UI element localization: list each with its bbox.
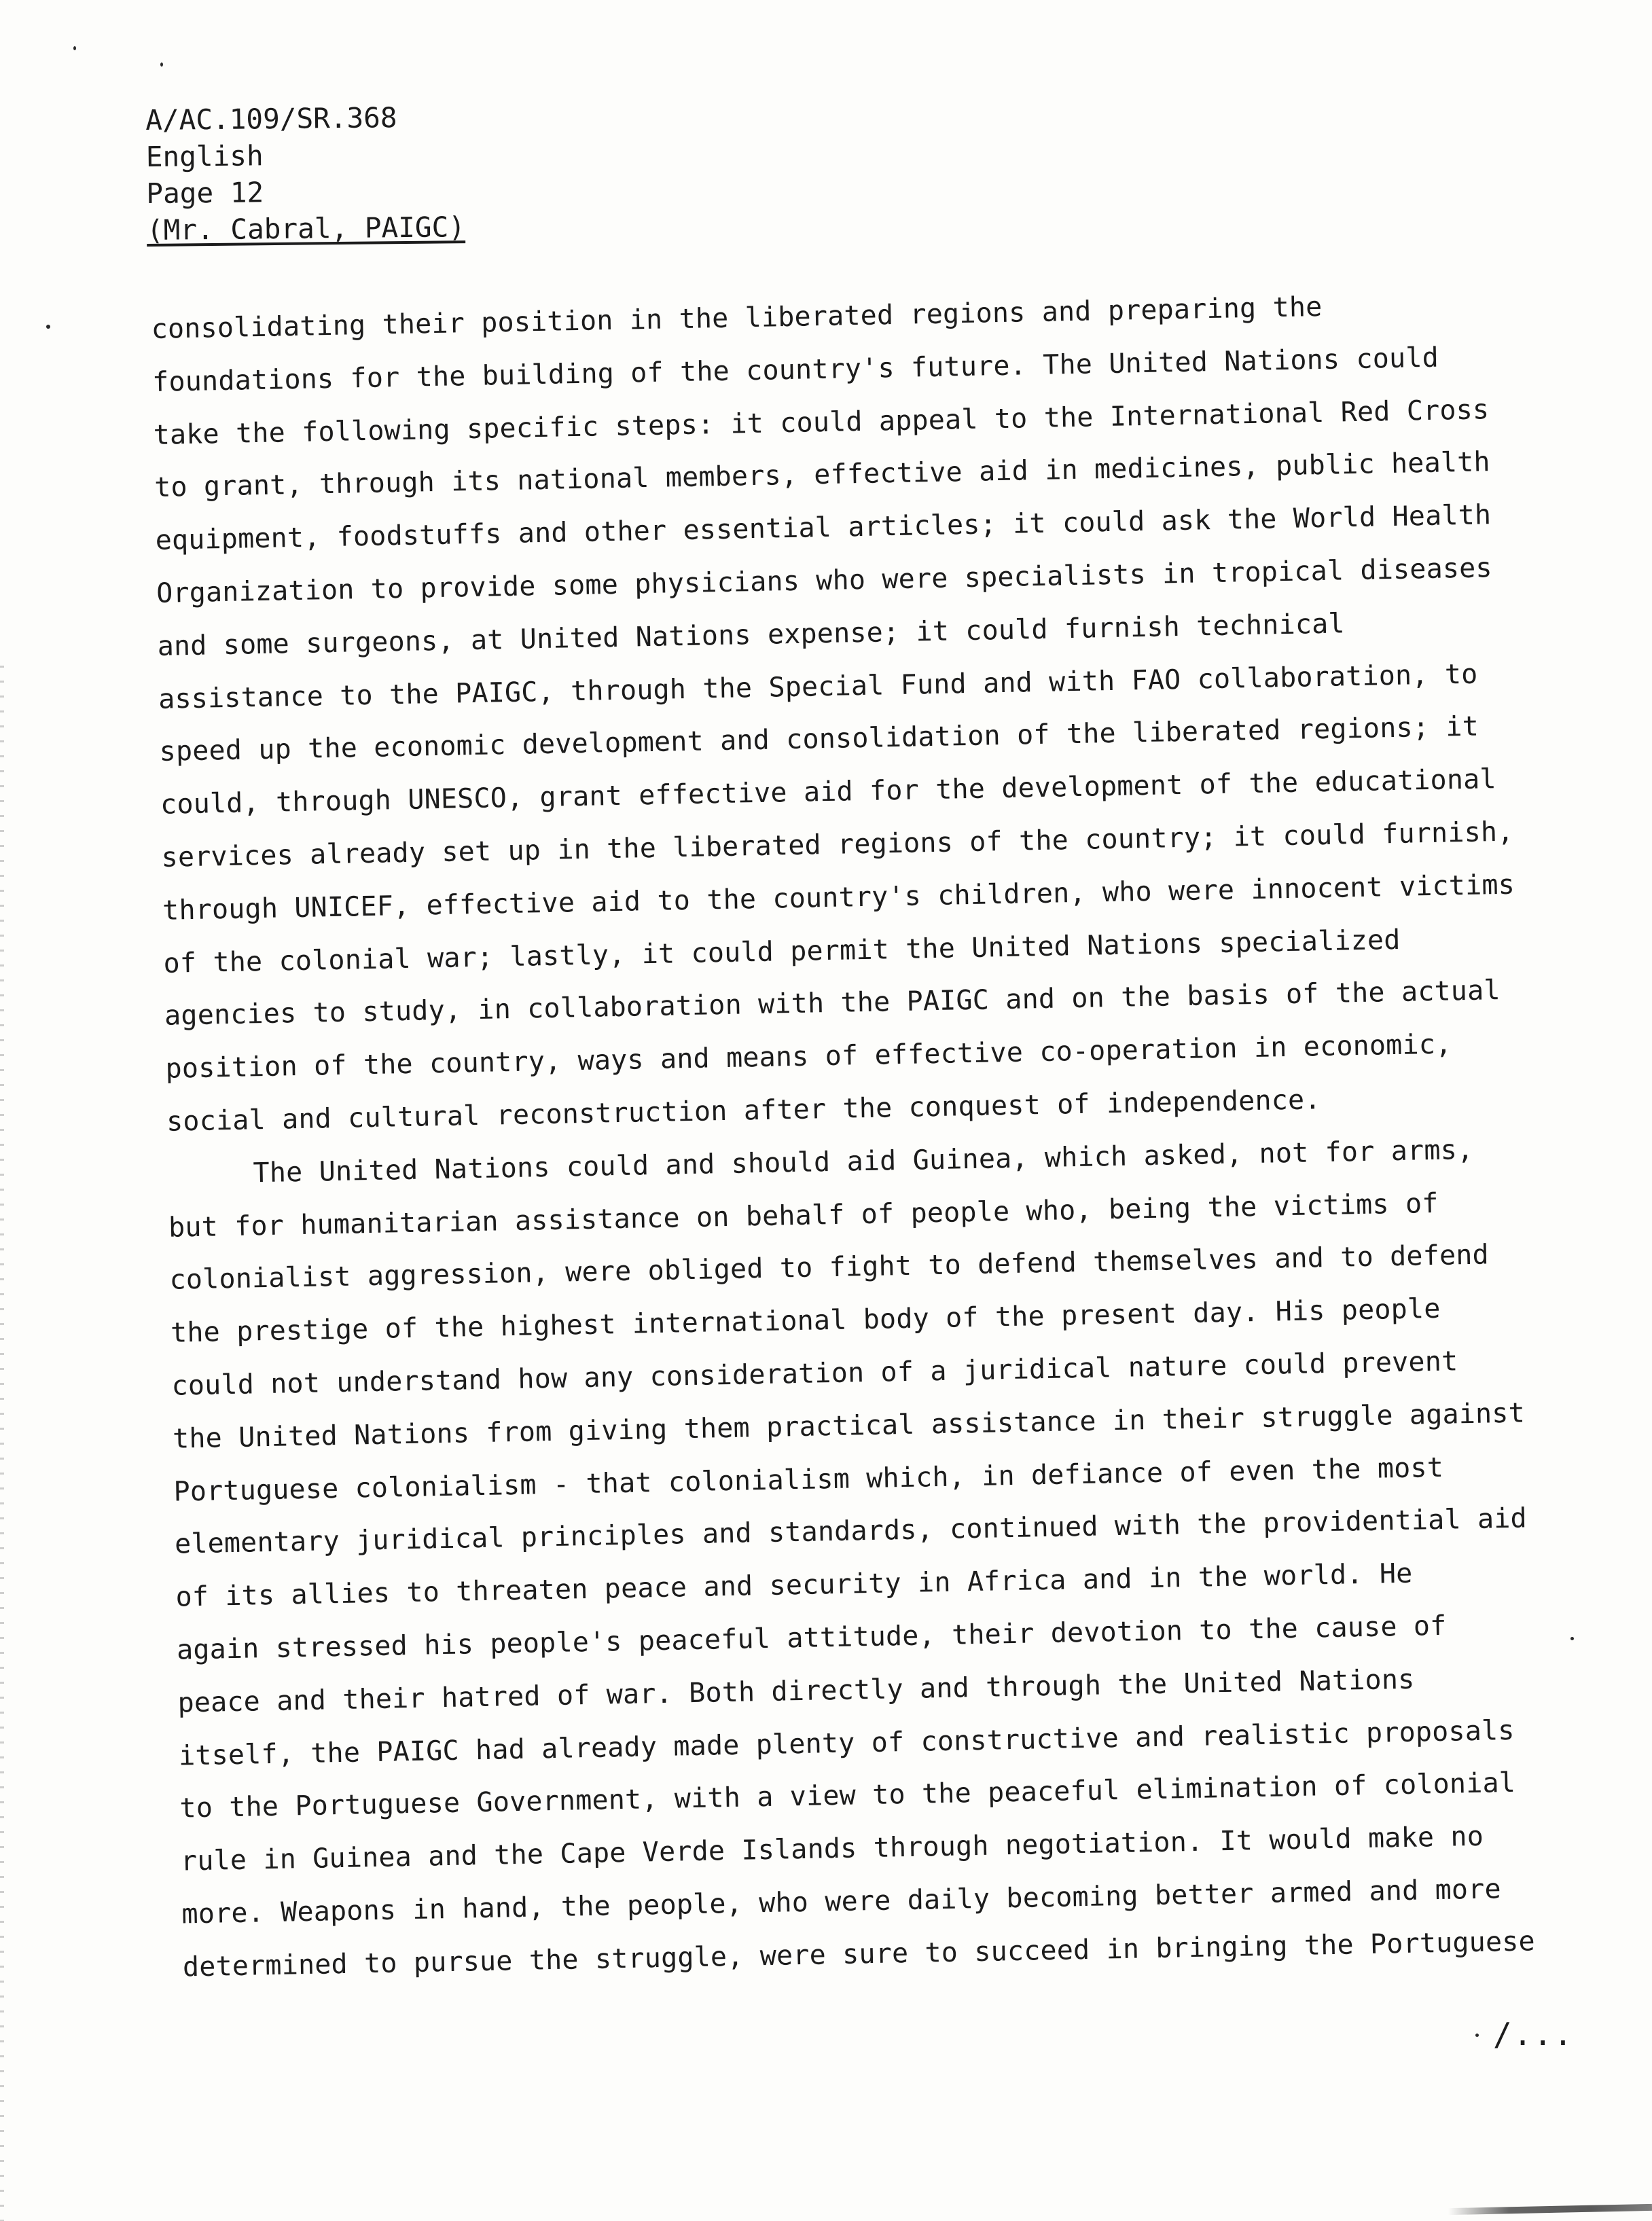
body-line: of its allies to threaten peace and security in Africa and in the world. He bbox=[175, 1557, 1413, 1613]
body-line: colonialist aggression, were obliged to fight to defend themselves and to defend bbox=[169, 1239, 1490, 1297]
paragraph-start-line: The United Nations could and should aid Guinea, which asked, not for arms, bbox=[253, 1134, 1474, 1189]
body-line: take the following specific steps: it could appeal to the International Red Cross bbox=[153, 393, 1490, 451]
body-line: could, through UNESCO, grant effective aid for the development of the educational bbox=[160, 763, 1497, 821]
body-line: social and cultural reconstruction after the conquest of independence. bbox=[166, 1084, 1322, 1138]
body-line: to grant, through its national members, effective aid in medicines, public health bbox=[154, 446, 1491, 504]
body-text bbox=[151, 276, 1630, 1994]
body-line: position of the country, ways and means of effective co-operation in economic, bbox=[165, 1028, 1452, 1085]
body-line: rule in Guinea and the Cape Verde Islands through negotiation. It would make no bbox=[180, 1820, 1484, 1877]
body-line: peace and their hatred of war. Both directly and through the United Nations bbox=[177, 1663, 1415, 1719]
continuation-marker: /... bbox=[1493, 2016, 1574, 2053]
body-line: could not understand how any consideration of a juridical nature could prevent bbox=[171, 1346, 1458, 1402]
document-symbol: A/AC.109/SR.368 bbox=[145, 101, 397, 137]
body-line: to the Portuguese Government, with a view to the peaceful elimination of colonial bbox=[179, 1767, 1516, 1824]
scan-smudge bbox=[1448, 2204, 1652, 2215]
document-language: English bbox=[145, 139, 264, 173]
speaker-attribution: (Mr. Cabral, PAIGC) bbox=[146, 211, 466, 247]
body-line: equipment, foodstuffs and other essential articles; it could ask the World Health bbox=[155, 499, 1492, 557]
scan-speck bbox=[1475, 2034, 1479, 2037]
body-line: agencies to study, in collaboration with the PAIGC and on the basis of the actual bbox=[164, 975, 1501, 1032]
body-line: services already set up in the liberated regions of the country; it could furnish, bbox=[161, 816, 1514, 873]
body-line: assistance to the PAIGC, through the Special Fund and with FAO collaboration, to bbox=[158, 658, 1478, 715]
scan-edge-noise bbox=[0, 666, 4, 2221]
scan-speck bbox=[1570, 1637, 1574, 1640]
document-header bbox=[145, 98, 465, 249]
body-line: speed up the economic development and consolidation of the liberated regions; it bbox=[159, 710, 1479, 768]
body-line: more. Weapons in hand, the people, who were daily becoming better armed and more bbox=[181, 1873, 1502, 1930]
body-line: itself, the PAIGC had already made plenty of constructive and realistic proposals bbox=[178, 1714, 1515, 1772]
body-line: determined to pursue the struggle, were sure to succeed in bringing the Portuguese bbox=[182, 1926, 1536, 1983]
body-line: through UNICEF, effective aid to the country's children, who were innocent victims bbox=[162, 869, 1515, 926]
page-number: Page 12 bbox=[146, 176, 264, 210]
body-line: consolidating their position in the liberated regions and preparing the bbox=[151, 291, 1323, 345]
body-line: the prestige of the highest international body of the present day. His people bbox=[170, 1293, 1441, 1349]
scan-speck bbox=[160, 62, 163, 67]
body-line: Portuguese colonialism - that colonialism which, in defiance of even the most bbox=[173, 1451, 1444, 1508]
body-line: of the colonial war; lastly, it could permit the United Nations specialized bbox=[163, 924, 1401, 979]
body-line: foundations for the building of the country's future. The United Nations could bbox=[151, 342, 1439, 398]
body-line: elementary juridical principles and standards, continued with the providential aid bbox=[174, 1502, 1528, 1560]
body-line: but for humanitarian assistance on behalf of people who, being the victims of bbox=[168, 1187, 1439, 1244]
body-line: Organization to provide some physicians who were specialists in tropical diseases bbox=[156, 552, 1493, 609]
scan-speck bbox=[73, 46, 76, 50]
body-line: the United Nations from giving them practical assistance in their struggle against bbox=[172, 1397, 1526, 1455]
scan-speck bbox=[46, 325, 50, 329]
body-line: and some surgeons, at United Nations expense; it could furnish technical bbox=[157, 608, 1346, 662]
body-line: again stressed his people's peaceful attitude, their devotion to the cause of bbox=[176, 1610, 1447, 1666]
